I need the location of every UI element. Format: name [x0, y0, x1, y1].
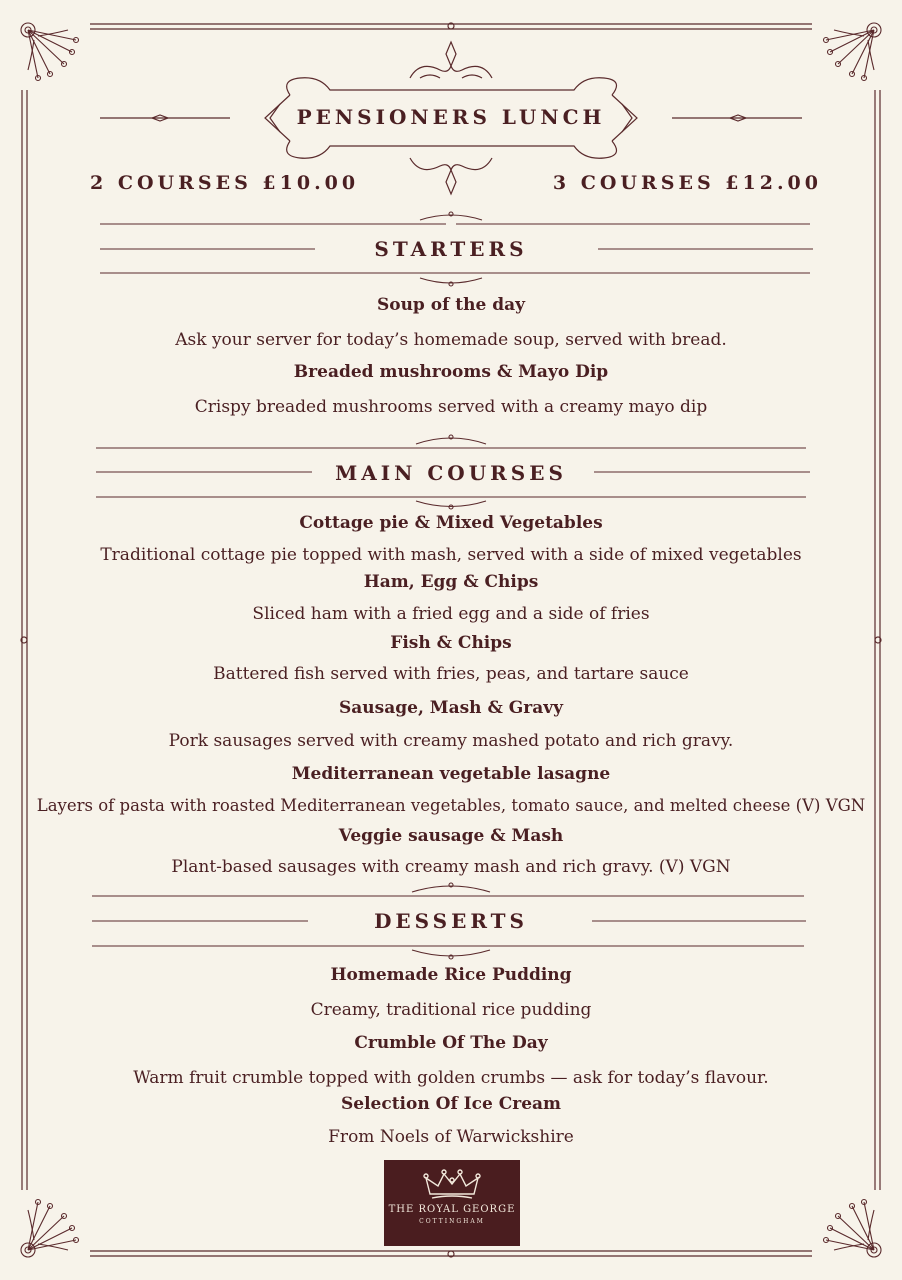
- dish-description: Plant-based sausages with creamy mash and rich gravy. (V) VGN: [171, 857, 731, 877]
- logo-subtitle: COTTINGHAM: [419, 1218, 485, 1225]
- dish-name: Fish & Chips: [390, 633, 512, 653]
- dish-name: Selection Of Ice Cream: [340, 1094, 562, 1114]
- dish-name: Ham, Egg & Chips: [363, 572, 539, 592]
- dish-description: Ask your server for today’s homemade soup, served with bread.: [175, 330, 727, 350]
- dish-description: Battered fish served with fries, peas, and tartare sauce: [213, 664, 689, 684]
- dish-name: Homemade Rice Pudding: [330, 965, 572, 985]
- dish-description: Warm fruit crumble topped with golden crumbs — ask for today’s flavour.: [133, 1068, 769, 1088]
- dish-description: From Noels of Warwickshire: [328, 1127, 574, 1147]
- section-heading-desserts: DESSERTS: [374, 909, 528, 933]
- crown-icon: [422, 1168, 482, 1202]
- section-heading-mains: MAIN COURSES: [335, 461, 567, 485]
- dish-name: Breaded mushrooms & Mayo Dip: [293, 362, 609, 382]
- dish-description: Traditional cottage pie topped with mash, served with a side of mixed vegetables: [100, 545, 802, 565]
- dish-name: Soup of the day: [376, 295, 526, 315]
- dish-name: Sausage, Mash & Gravy: [339, 698, 563, 718]
- section-heading-starters: STARTERS: [374, 237, 528, 261]
- logo-name: THE ROYAL GEORGE: [388, 1204, 516, 1215]
- dish-description: Crispy breaded mushrooms served with a creamy mayo dip: [194, 397, 708, 417]
- price-three-courses: 3 COURSES £12.00: [552, 172, 822, 194]
- menu-title: PENSIONERS LUNCH: [296, 105, 606, 129]
- dish-description: Layers of pasta with roasted Mediterranean vegetables, tomato sauce, and melted cheese (V) VGN: [36, 796, 866, 815]
- dish-description: Sliced ham with a fried egg and a side of fries: [252, 604, 650, 624]
- dish-name: Crumble Of The Day: [354, 1033, 548, 1053]
- dish-name: Cottage pie & Mixed Vegetables: [299, 513, 603, 533]
- dish-description: Pork sausages served with creamy mashed potato and rich gravy.: [168, 731, 734, 751]
- dish-description: Creamy, traditional rice pudding: [310, 1000, 592, 1020]
- dish-name: Mediterranean vegetable lasagne: [291, 764, 611, 784]
- price-two-courses: 2 COURSES £10.00: [90, 172, 360, 194]
- royal-george-logo: [384, 1160, 520, 1246]
- dish-name: Veggie sausage & Mash: [338, 826, 564, 846]
